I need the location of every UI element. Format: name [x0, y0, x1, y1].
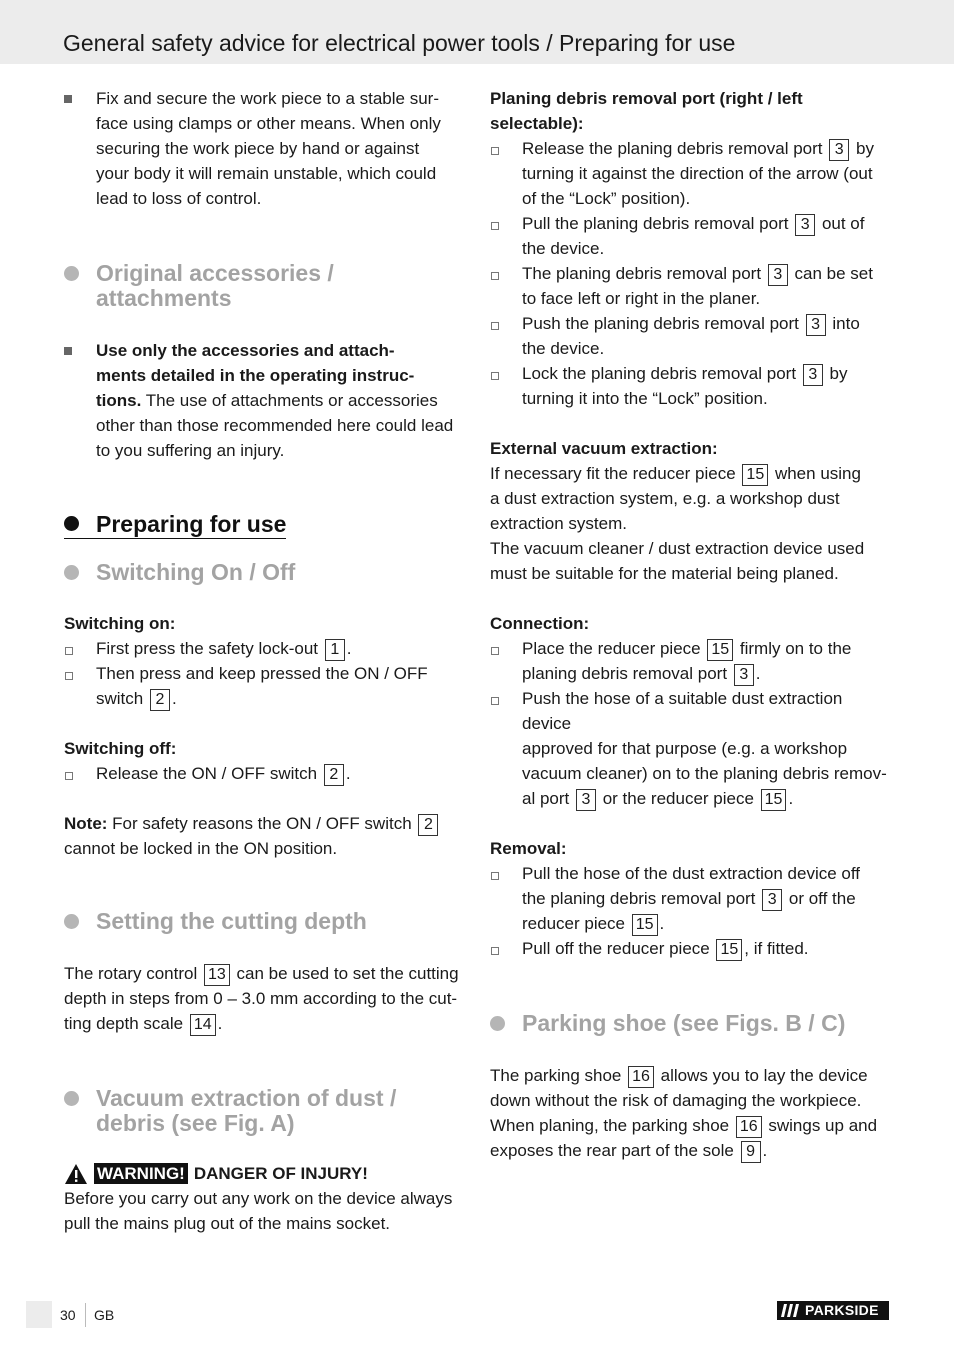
left-column: Fix and secure the work piece to a stable sur- face using clamps or other means. When only securing the work piece by hand or against your body it will remain unstable, which could lead to loss of control. Original accessories / attachments Use only the accessories and attach- ments detailed in the operating instruc- tions. The use of attachments or accessories other than those recommended here could lead to you suffering an injury. Preparing for use Switching On / Off Switching on: First press the safety lock-out 1 . Then press and keep pressed the ON / OFF switch 2 . Switching off: Release the ON / OFF switch 2 . Note: For safety reasons the ON / OFF switch 2 cannot be locked in the ON position. Setting the cutting depth The rotary control 13 can be used to set the cutting depth in steps from 0 – 3.0 mm according to the cut- ting depth scale 14 . Vacuum extraction of dust / debris (see Fig. A) WARNING! DANGER OF INJURY! Before you carry out any work on the device always pull the mains plug out of the mains socket.: [64, 86, 466, 1236]
list-item: Fix and secure the work piece to a stable sur- face using clamps or other means. When only securing the work piece by hand or against your body it will remain unstable, which could lead to loss of control.: [64, 86, 466, 211]
part-number: 3: [762, 889, 782, 911]
right-column: Planing debris removal port (right / left selectable): Release the planing debris removal port 3 by turning it against the direction of the arrow (out of the “Lock” position). Pull the planing debris removal port 3 out of the device. The planing debris removal port 3 can be set to face left or right in the planer. Push the planing debris removal port 3 into the device. Lock the planing debris removal port 3 by turning it into the “Lock” position. External vacuum extraction: If necessary fit the reducer piece 15 when using a dust extraction system, e.g. a workshop dust extraction system. The vacuum cleaner / dust extraction device used must be suitable for the material being planed. Connection: Place the reducer piece 15 firmly on to the planing debris removal port 3 . Push the hose of a suitable dust extraction device approved for that purpose (e.g. a workshop vacuum cleaner) on to the planing debris remov- al port 3 or the reducer piece 15 . Removal: Pull the hose of the dust extraction device off the planing debris removal port 3 or off the reducer piece 15 . Pull off the reducer piece 15 , if fitted. Parking shoe (see Figs. B / C) The parking shoe 16 allows you to lay the device down without the risk of damaging the workpiece. When planing, the parking shoe 16 swings up and exposes the rear part of the sole 9 .: [490, 86, 892, 1163]
page-title: General safety advice for electrical power tools / Preparing for use: [63, 30, 736, 56]
part-number: 2: [418, 814, 438, 836]
list-item: First press the safety lock-out 1 .: [64, 636, 466, 661]
part-number: 13: [204, 964, 230, 986]
subheading-switching-on: Switching on:: [64, 614, 176, 633]
part-number: 14: [190, 1014, 216, 1036]
subheading-connection: Connection:: [490, 614, 590, 633]
part-number: 3: [768, 264, 788, 286]
section-heading-accessories: Original accessories / attachments: [64, 261, 466, 311]
section-heading-cutting-depth: Setting the cutting depth: [64, 909, 466, 934]
footer-marker: [26, 1301, 52, 1328]
section-heading-vacuum: Vacuum extraction of dust / debris (see Fig. A): [64, 1086, 466, 1136]
warning-icon: [64, 1163, 88, 1185]
footer-divider: [85, 1303, 86, 1327]
part-number: 3: [829, 139, 849, 161]
list-item: Pull the hose of the dust extraction device off the planing debris removal port 3 or off the reducer piece 15 .: [490, 861, 892, 936]
part-number: 15: [707, 639, 733, 661]
part-number: 15: [632, 914, 658, 936]
part-number: 1: [325, 639, 345, 661]
section-heading-parking: Parking shoe (see Figs. B / C): [490, 1011, 892, 1036]
subheading-switching-off: Switching off:: [64, 739, 177, 758]
note: Note: For safety reasons the ON / OFF switch 2: [64, 811, 466, 836]
subheading-removal: Removal:: [490, 839, 567, 858]
warning-badge: WARNING!: [94, 1163, 188, 1184]
list-item: Place the reducer piece 15 firmly on to the planing debris removal port 3 .: [490, 636, 892, 686]
list-item: The planing debris removal port 3 can be set to face left or right in the planer.: [490, 261, 892, 311]
logo-stripes-icon: [779, 1301, 801, 1320]
part-number: 15: [761, 789, 787, 811]
part-number: 16: [628, 1066, 654, 1088]
list-item: Use only the accessories and attach- ments detailed in the operating instruc- tions. The use of attachments or accessories other than those recommended here could lead to you suffering an injury.: [64, 338, 466, 463]
list-item: Lock the planing debris removal port 3 by turning it into the “Lock” position.: [490, 361, 892, 411]
list-item: Pull off the reducer piece 15 , if fitted.: [490, 936, 892, 961]
subheading-planing: Planing debris removal port (right / left selectable):: [490, 89, 803, 133]
section-heading-preparing: Preparing for use: [64, 511, 286, 539]
list-item: Release the ON / OFF switch 2 .: [64, 761, 466, 786]
part-number: 15: [716, 939, 742, 961]
part-number: 3: [803, 364, 823, 386]
part-number: 9: [741, 1141, 761, 1163]
parkside-logo: PARKSIDE: [777, 1301, 889, 1320]
language-code: GB: [94, 1307, 115, 1323]
list-item: Pull the planing debris removal port 3 out of the device.: [490, 211, 892, 261]
list-item: Release the planing debris removal port 3 by turning it against the direction of the arrow (out of the “Lock” position).: [490, 136, 892, 211]
list-item: Push the hose of a suitable dust extraction device approved for that purpose (e.g. a workshop vacuum cleaner) on to the planing debris remov- al port 3 or the reducer piece 15 .: [490, 686, 892, 811]
section-heading-switching: Switching On / Off: [64, 560, 466, 585]
part-number: 3: [795, 214, 815, 236]
list-item: Then press and keep pressed the ON / OFF switch 2 .: [64, 661, 466, 711]
warning-line: WARNING! DANGER OF INJURY!: [64, 1161, 466, 1186]
part-number: 16: [736, 1116, 762, 1138]
part-number: 3: [734, 664, 754, 686]
part-number: 3: [806, 314, 826, 336]
part-number: 2: [150, 689, 170, 711]
part-number: 2: [324, 764, 344, 786]
list-item: Push the planing debris removal port 3 into the device.: [490, 311, 892, 361]
subheading-external: External vacuum extraction:: [490, 439, 718, 458]
part-number: 3: [576, 789, 596, 811]
part-number: 15: [742, 464, 768, 486]
page-number: 30: [60, 1307, 76, 1323]
